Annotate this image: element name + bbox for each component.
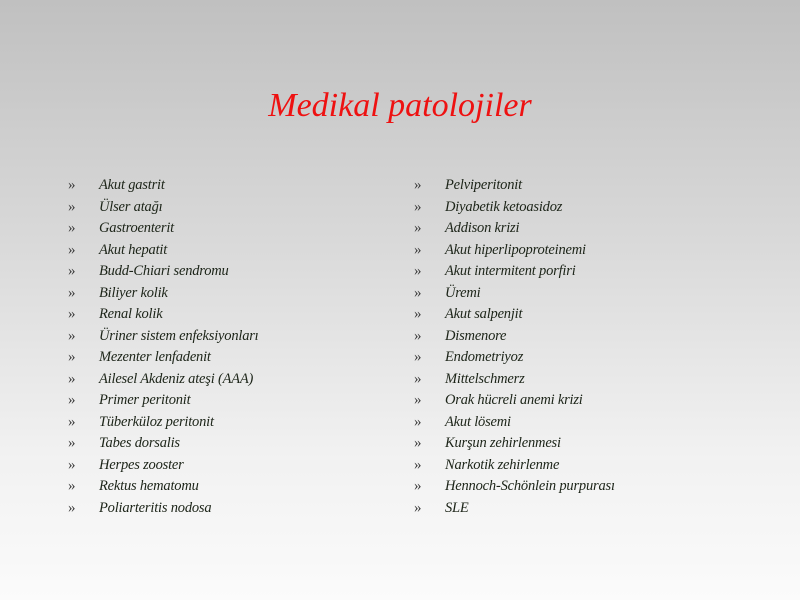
list-item-text: Akut gastrit [99, 177, 165, 193]
list-item [414, 218, 774, 240]
list-item-text: Üriner sistem enfeksiyonları [99, 327, 259, 344]
list-item-text: Üremi [445, 284, 481, 301]
list-item [414, 412, 774, 434]
list-item-text: Rektus hematomu [99, 478, 199, 494]
list-item [68, 433, 388, 455]
list-item-text: Ülser atağı [99, 198, 163, 215]
list-item-text: Addison krizi [445, 220, 520, 236]
bullet-icon: » [414, 392, 422, 408]
bullet-icon: » [414, 284, 422, 301]
list-item-text: Hennoch-Schönlein purpurası [445, 478, 615, 494]
list-item-text: Akut hiperlipoproteinemi [445, 241, 586, 258]
list-item [68, 476, 388, 498]
list-item [414, 369, 774, 391]
bullet-icon: » [68, 435, 76, 451]
list-item [68, 197, 388, 219]
list-item-text: Diyabetik ketoasidoz [445, 198, 563, 215]
list-item [414, 498, 774, 520]
list-item-text: Poliarteritis nodosa [99, 499, 212, 516]
bullet-icon: » [68, 241, 76, 258]
list-item [414, 283, 774, 305]
list-item-text: Orak hücreli anemi krizi [445, 392, 583, 408]
bullet-icon: » [414, 306, 422, 322]
list-item-text: Pelviperitonit [445, 177, 522, 193]
list-item [68, 347, 388, 369]
bullet-icon: » [414, 177, 422, 193]
bullet-icon: » [414, 478, 422, 494]
bullet-icon: » [414, 220, 422, 236]
list-item [68, 240, 388, 262]
list-item-text: Akut salpenjit [445, 306, 523, 322]
list-item [68, 218, 388, 240]
bullet-icon: » [68, 284, 76, 301]
list-item [414, 197, 774, 219]
list-item-text: Narkotik zehirlenme [445, 456, 560, 473]
bullet-icon: » [68, 327, 76, 344]
right-column-list [414, 175, 774, 519]
list-item-text: Akut hepatit [99, 241, 168, 258]
list-item-text: SLE [445, 499, 469, 516]
bullet-icon: » [414, 263, 422, 279]
bullet-icon: » [68, 370, 76, 387]
list-item-text: Biliyer kolik [99, 284, 168, 301]
list-item-text: Herpes zooster [99, 456, 184, 473]
bullet-icon: » [68, 413, 76, 430]
list-item [68, 498, 388, 520]
bullet-icon: » [68, 198, 76, 215]
bullet-icon: » [68, 349, 76, 365]
list-item [414, 304, 774, 326]
bullet-icon: » [68, 392, 76, 408]
list-item-text: Gastroenterit [99, 220, 174, 236]
list-item-text: Kurşun zehirlenmesi [445, 435, 561, 451]
bullet-icon: » [414, 370, 422, 387]
bullet-icon: » [68, 499, 76, 516]
list-item [414, 390, 774, 412]
list-item [68, 455, 388, 477]
list-item [414, 261, 774, 283]
list-item-text: Ailesel Akdeniz ateşi (AAA) [99, 370, 254, 387]
list-item-text: Primer peritonit [99, 392, 191, 408]
bullet-icon: » [68, 263, 76, 279]
list-item [68, 326, 388, 348]
list-item [68, 304, 388, 326]
slide-title: Medikal patolojiler [268, 87, 532, 124]
bullet-icon: » [414, 413, 422, 430]
bullet-icon: » [414, 499, 422, 516]
list-item [414, 347, 774, 369]
list-item [68, 369, 388, 391]
list-item [68, 261, 388, 283]
bullet-icon: » [414, 456, 422, 473]
list-item [414, 455, 774, 477]
bullet-icon: » [68, 456, 76, 473]
list-item [414, 326, 774, 348]
list-item-text: Akut intermitent porfiri [445, 263, 576, 279]
list-item-text: Budd-Chiari sendromu [99, 263, 229, 279]
bullet-icon: » [68, 177, 76, 193]
list-item [414, 433, 774, 455]
list-item-text: Dismenore [445, 327, 507, 344]
list-item-text: Tüberküloz peritonit [99, 413, 214, 430]
bullet-icon: » [414, 349, 422, 365]
bullet-icon: » [414, 435, 422, 451]
bullet-icon: » [68, 220, 76, 236]
bullet-icon: » [68, 478, 76, 494]
list-item [68, 175, 388, 197]
list-item-text: Mezenter lenfadenit [99, 349, 211, 365]
bullet-icon: » [414, 198, 422, 215]
bullet-icon: » [414, 241, 422, 258]
list-item [414, 240, 774, 262]
list-item [68, 390, 388, 412]
list-item [68, 412, 388, 434]
bullet-icon: » [414, 327, 422, 344]
list-item-text: Akut lösemi [445, 413, 511, 430]
list-item-text: Mittelschmerz [445, 370, 525, 387]
list-item-text: Endometriyoz [445, 349, 524, 365]
left-column-list [68, 175, 388, 519]
bullet-icon: » [68, 306, 76, 322]
list-item [414, 175, 774, 197]
list-item-text: Tabes dorsalis [99, 435, 180, 451]
list-item [414, 476, 774, 498]
list-item [68, 283, 388, 305]
list-item-text: Renal kolik [99, 306, 163, 322]
